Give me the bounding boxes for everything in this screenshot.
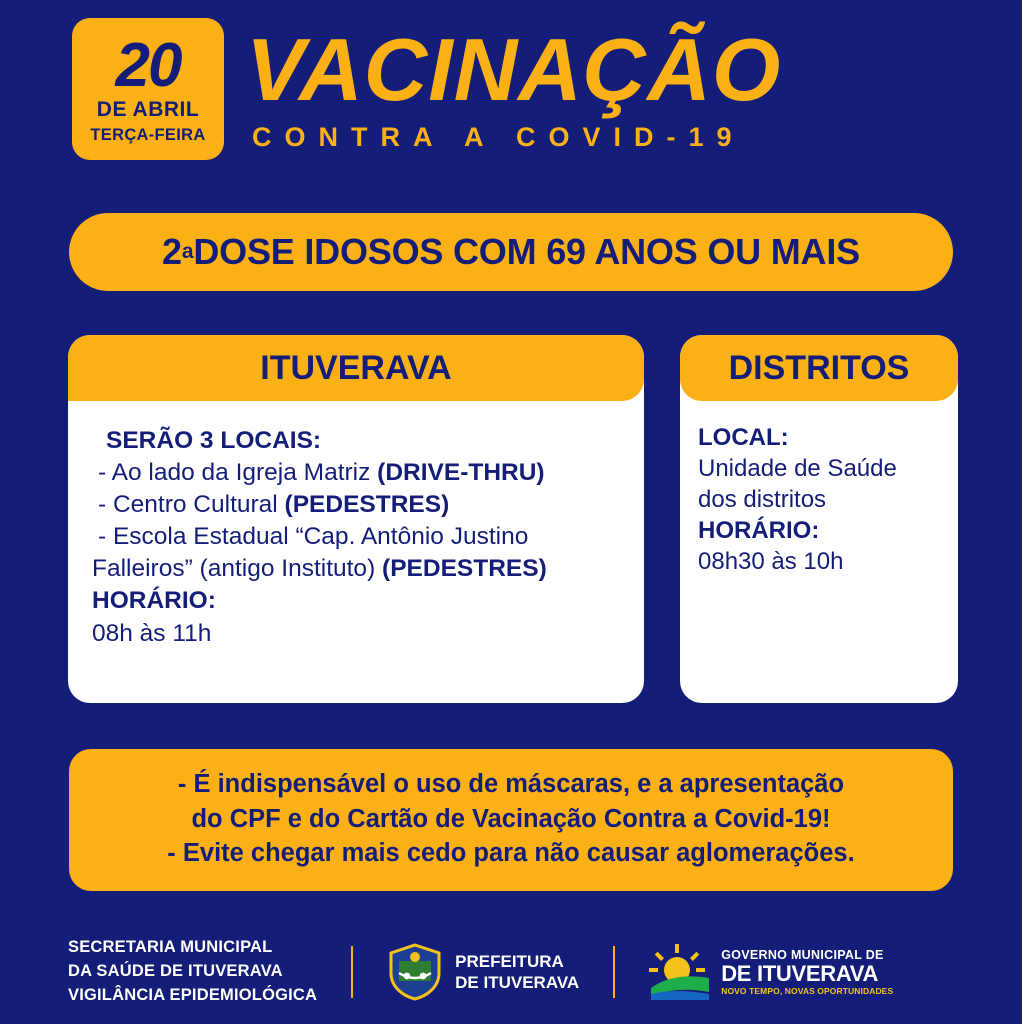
card-distritos-body — [680, 401, 958, 578]
distritos-local-label: LOCAL: — [698, 424, 789, 451]
footer-divider-1 — [351, 946, 353, 998]
distritos-schedule-label: HORÁRIO: — [698, 516, 820, 544]
date-weekday: TERÇA-FEIRA — [90, 125, 206, 144]
notice-line-3: - Evite chegar mais cedo para não causar aglomerações. — [167, 839, 855, 868]
notice-box — [69, 749, 953, 891]
distritos-local-line2: dos distritos — [698, 485, 827, 513]
poster-header — [0, 0, 1022, 185]
governo-text — [721, 948, 893, 996]
date-month: DE ABRIL — [96, 98, 200, 122]
secretaria-line-1: SECRETARIA MUNICIPAL — [68, 938, 273, 957]
page-subtitle: CONTRA A COVID-19 — [252, 121, 745, 152]
card-distritos-title: DISTRITOS — [680, 335, 958, 401]
ituverava-schedule-value: 08h às 11h — [92, 619, 212, 647]
dose-banner-superscript: a — [181, 240, 194, 263]
dose-banner-text: DOSE IDOSOS COM 69 ANOS OU MAIS — [193, 231, 860, 272]
secretaria-line-2: DA SAÚDE DE ITUVERAVA — [68, 962, 283, 981]
location-item-1 — [92, 457, 622, 489]
location-item-3-text: - Escola Estadual “Cap. Antônio Justino — [98, 523, 529, 551]
prefeitura-line-2: DE ITUVERAVA — [455, 973, 580, 992]
governo-line-1: GOVERNO MUNICIPAL DE — [721, 947, 884, 962]
distritos-schedule-value: 08h30 às 10h — [698, 547, 844, 575]
location-item-3-cont — [92, 553, 622, 585]
location-item-3-mode: (PEDESTRES) — [382, 555, 547, 583]
secretaria-line-3: VIGILÂNCIA EPIDEMIOLÓGICA — [68, 985, 318, 1004]
prefeitura-line-1: PREFEITURA — [455, 951, 564, 971]
governo-municipal-logo — [649, 944, 893, 1000]
notice-line-2: do CPF e do Cartão de Vacinação Contra a Covid-19! — [191, 804, 831, 833]
poster-footer — [0, 932, 1022, 1012]
card-ituverava-body — [68, 401, 644, 650]
date-day: 20 — [115, 31, 181, 101]
prefeitura-brand — [387, 943, 579, 1001]
location-cards — [0, 291, 1022, 703]
sun-icon — [649, 944, 711, 1000]
dose-banner-prefix: 2 — [162, 231, 182, 272]
dose-banner — [69, 213, 953, 291]
location-item-1-mode: (DRIVE-THRU) — [377, 459, 545, 487]
page-title: VACINAÇÃO — [246, 20, 782, 119]
card-ituverava — [68, 335, 644, 703]
locations-heading: SERÃO 3 LOCAIS: — [106, 427, 322, 454]
city-crest-icon — [387, 943, 443, 1001]
location-item-2-text: - Centro Cultural — [98, 491, 285, 519]
location-item-3-cont-text: Falleiros” (antigo Instituto) — [92, 555, 383, 583]
footer-divider-2 — [613, 946, 615, 998]
distritos-local-line1: Unidade de Saúde — [698, 454, 897, 482]
card-ituverava-title: ITUVERAVA — [68, 335, 644, 401]
ituverava-schedule-label: HORÁRIO: — [92, 587, 216, 615]
governo-line-2: DE ITUVERAVA — [721, 960, 879, 986]
prefeitura-name — [455, 951, 579, 994]
location-item-2-mode: (PEDESTRES) — [284, 491, 450, 519]
location-item-1-text: - Ao lado da Igreja Matriz — [98, 459, 378, 487]
title-block — [246, 18, 781, 153]
notice-line-1: - É indispensável o uso de máscaras, e a apresentação — [177, 770, 845, 798]
secretaria-block — [68, 936, 317, 1008]
location-item-3 — [92, 521, 622, 553]
card-distritos — [680, 335, 958, 703]
date-badge — [72, 18, 224, 160]
location-item-2 — [92, 489, 622, 521]
governo-tagline: NOVO TEMPO, NOVAS OPORTUNIDADES — [721, 985, 894, 996]
